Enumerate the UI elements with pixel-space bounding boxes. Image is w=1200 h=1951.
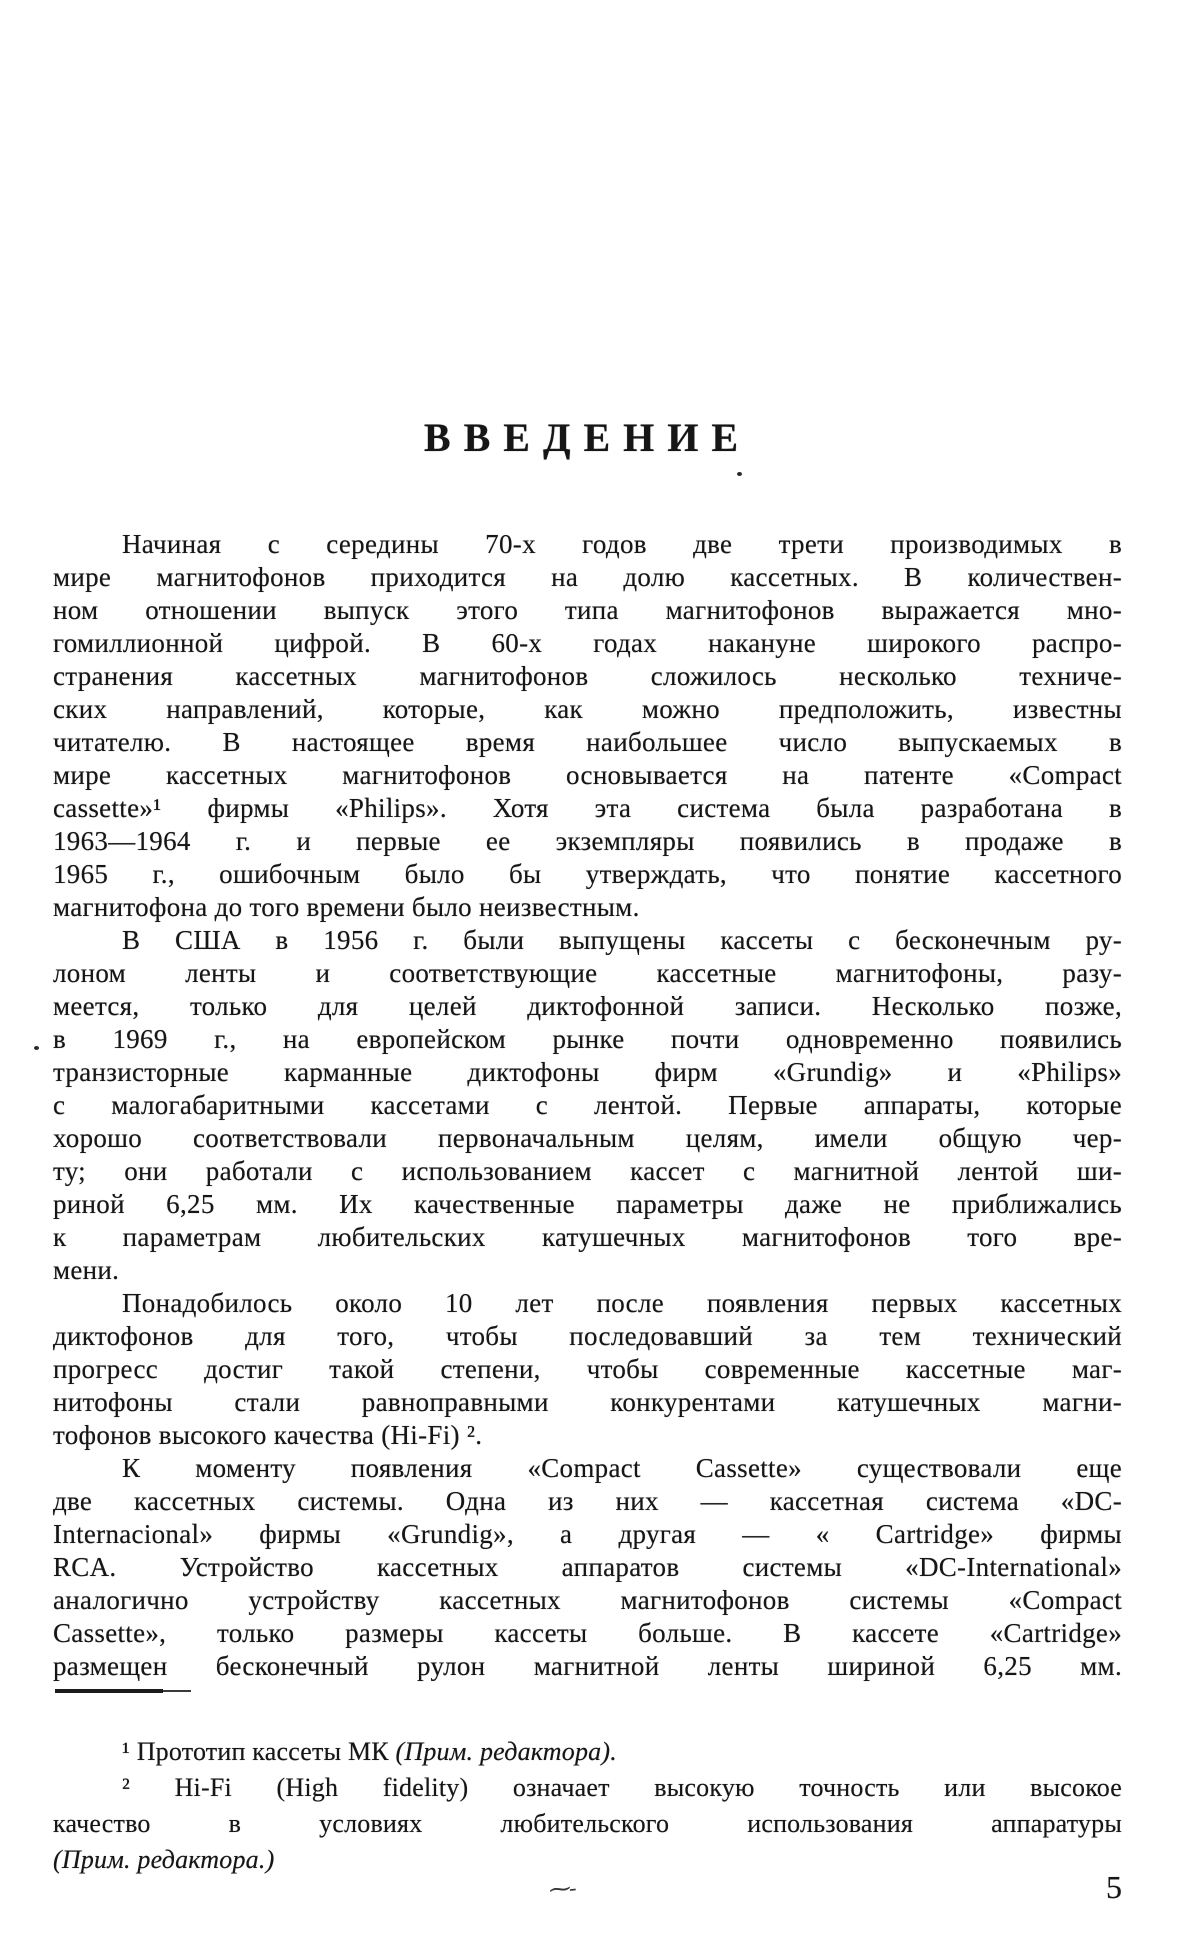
- text-line: меется, только для целей диктофонной записи. Несколько позже,: [53, 991, 1122, 1021]
- text-line: лоном ленты и соответствующие кассетные магнитофоны, разу-: [53, 958, 1122, 988]
- paragraph: [53, 1287, 1122, 1452]
- scan-squiggle-artifact: ⁓‐: [547, 1874, 576, 1903]
- footnote-divider: [55, 1689, 163, 1693]
- body-text: [53, 528, 1122, 1683]
- text-line: аналогично устройству кассетных магнитофонов системы «Compact: [53, 1585, 1122, 1615]
- text-line: размещен бесконечный рулон магнитной ленты шириной 6,25 мм.: [53, 1651, 1122, 1681]
- text-line: Начиная с середины 70-х годов две трети производимых в: [122, 529, 1122, 559]
- text-line: Понадобилось около 10 лет после появления первых кассетных: [122, 1288, 1122, 1318]
- text-line: 1963—1964 г. и первые ее экземпляры появились в продаже в: [53, 826, 1122, 856]
- text-line: В США в 1956 г. были выпущены кассеты с бесконечным ру-: [122, 925, 1122, 955]
- paragraph: [53, 528, 1122, 924]
- text-line: две кассетных системы. Одна из них — кассетная система «DC-: [53, 1486, 1122, 1516]
- text-line: ту; они работали с использованием кассет с магнитной лентой ши-: [53, 1156, 1122, 1186]
- text-line: cassette»¹ фирмы «Philips». Хотя эта система была разработана в: [53, 793, 1122, 823]
- text-line: нитофоны стали равноправными конкурентами катушечных магни-: [53, 1387, 1122, 1417]
- text-line: магнитофона до того времени было неизвестным.: [53, 892, 640, 922]
- paragraph: [53, 924, 1122, 1287]
- footnote-line: качество в условиях любительского использования аппаратуры: [53, 1809, 1122, 1838]
- text-line: прогресс достиг такой степени, чтобы современные кассетные маг-: [53, 1354, 1122, 1384]
- ink-speck-artifact: [34, 1046, 39, 1050]
- footnote-line: [53, 1734, 1122, 1770]
- footnote-editor-note: (Прим. редактора).: [395, 1737, 617, 1766]
- text-line: ских направлений, которые, как можно предположить, известны: [53, 694, 1122, 724]
- text-line: RCA. Устройство кассетных аппаратов системы «DC-International»: [53, 1552, 1122, 1582]
- text-line: риной 6,25 мм. Их качественные параметры даже не приближались: [53, 1189, 1122, 1219]
- text-line: гомиллионной цифрой. В 60-х годах накануне широкого распро-: [53, 628, 1122, 658]
- ink-speck-artifact: [737, 472, 742, 476]
- text-line: мире кассетных магнитофонов основывается на патенте «Compact: [53, 760, 1122, 790]
- page-title: ВВЕДЕНИЕ: [423, 415, 752, 460]
- text-line: 1965 г., ошибочным было бы утверждать, что понятие кассетного: [53, 859, 1122, 889]
- footnote-divider-tail: [163, 1690, 191, 1692]
- text-line: транзисторные карманные диктофоны фирм «Grundig» и «Philips»: [53, 1057, 1122, 1087]
- text-line: тофонов высокого качества (Hi-Fi) ².: [53, 1420, 483, 1450]
- footnotes: [53, 1734, 1122, 1878]
- text-line: читателю. В настоящее время наибольшее число выпускаемых в: [53, 727, 1122, 757]
- text-line: диктофонов для того, чтобы последовавший за тем технический: [53, 1321, 1122, 1351]
- paragraph: [53, 1452, 1122, 1683]
- text-line: Internacional» фирмы «Grundig», а другая — « Cartridge» фирмы: [53, 1519, 1122, 1549]
- text-line: К моменту появления «Compact Cassette» существовали еще: [122, 1453, 1122, 1483]
- footnote-text: ¹ Прототип кассеты МК: [122, 1737, 396, 1766]
- text-line: с малогабаритными кассетами с лентой. Первые аппараты, которые: [53, 1090, 1122, 1120]
- text-line: ном отношении выпуск этого типа магнитофонов выражается мно-: [53, 595, 1122, 625]
- text-line: в 1969 г., на европейском рынке почти одновременно появились: [53, 1024, 1122, 1054]
- text-line: мени.: [53, 1255, 120, 1285]
- footnote-editor-note: (Прим. редактора.): [53, 1845, 275, 1874]
- page-number: 5: [1106, 1869, 1122, 1905]
- text-line: странения кассетных магнитофонов сложилось несколько техниче-: [53, 661, 1122, 691]
- text-line: Cassette», только размеры кассеты больше. В кассете «Cartridge»: [53, 1618, 1122, 1648]
- text-line: к параметрам любительских катушечных магнитофонов того вре-: [53, 1222, 1122, 1252]
- text-line: хорошо соответствовали первоначальным целям, имели общую чер-: [53, 1123, 1122, 1153]
- footnote-line: ² Hi-Fi (High fidelity) означает высокую точность или высокое: [122, 1773, 1122, 1802]
- text-line: мире магнитофонов приходится на долю кассетных. В количествен-: [53, 562, 1122, 592]
